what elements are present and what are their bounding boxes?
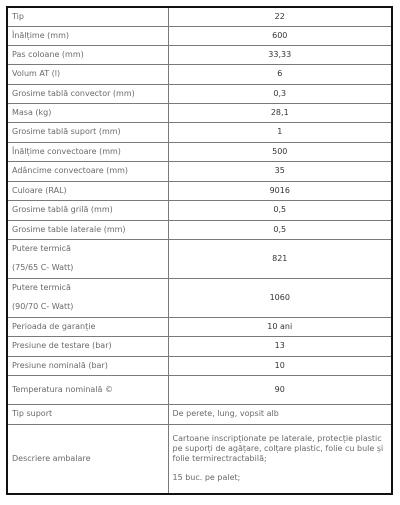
row-value: 500 [168,142,392,161]
row-value: 28,1 [168,103,392,122]
row-value: 10 [168,356,392,375]
row-value: 0,3 [168,84,392,103]
row-value: 821 [168,239,392,278]
row-label-line: Putere termică [12,283,71,292]
row-label: Înălțime convectoare (mm) [7,142,168,161]
specification-table [6,6,393,495]
table-row [7,142,392,161]
row-label: Grosime tablă convector (mm) [7,84,168,103]
row-label: Descriere ambalare [7,424,168,494]
row-label: Temperatura nominală © [7,375,168,404]
description-line: pe suporți de agățare, colțare plastic, folie cu bule și [172,444,384,454]
description-line: Cartoane inscripționate pe laterale, protecție plastic [172,434,382,444]
row-value: 0,5 [168,200,392,220]
table-row [7,26,392,45]
row-value: 33,33 [168,45,392,64]
table-row [7,181,392,200]
table-row [7,161,392,181]
row-value: 35 [168,161,392,181]
table-row [7,64,392,84]
table-row [7,356,392,375]
row-label: Grosime tablă grilă (mm) [7,200,168,220]
row-value: 13 [168,336,392,356]
row-label: Volum AT (l) [7,64,168,84]
table-row [7,375,392,404]
row-value: 9016 [168,181,392,200]
row-label-line: (90/70 C- Watt) [12,302,74,311]
row-value: 1060 [168,278,392,317]
row-value: 22 [168,7,392,26]
row-label: Masa (kg) [7,103,168,122]
row-value: 600 [168,26,392,45]
row-label: Înălțime (mm) [7,26,168,45]
row-value: 6 [168,64,392,84]
table-row [7,45,392,64]
table-row [7,336,392,356]
row-value: 0,5 [168,220,392,239]
table-row [7,239,392,278]
table-row [7,84,392,103]
row-label-line: Putere termică [12,244,71,253]
row-label [7,278,168,317]
row-label: Adâncime convectoare (mm) [7,161,168,181]
row-label: Presiune nominală (bar) [7,356,168,375]
row-label: Culoare (RAL) [7,181,168,200]
row-label: Tip suport [7,404,168,424]
table-row [7,404,392,424]
table-row [7,7,392,26]
table-row [7,200,392,220]
table-row [7,103,392,122]
row-label: Perioada de garanție [7,317,168,336]
row-label: Grosime tablă suport (mm) [7,122,168,142]
row-label [7,239,168,278]
row-label: Grosime table laterale (mm) [7,220,168,239]
row-label: Presiune de testare (bar) [7,336,168,356]
row-label: Pas coloane (mm) [7,45,168,64]
description-line: folie termirectractabilă; [172,454,267,464]
table-row [7,220,392,239]
row-value: 90 [168,375,392,404]
description-line: 15 buc. pe palet; [172,473,241,483]
description-gap [173,464,388,473]
row-value: De perete, lung, vopsit alb [168,404,392,424]
table-row [7,122,392,142]
table-row [7,424,392,494]
row-label-line: (75/65 C- Watt) [12,263,74,272]
row-value [168,424,392,494]
table-row [7,317,392,336]
row-value: 1 [168,122,392,142]
row-label: Tip [7,7,168,26]
table-row [7,278,392,317]
row-value: 10 ani [168,317,392,336]
